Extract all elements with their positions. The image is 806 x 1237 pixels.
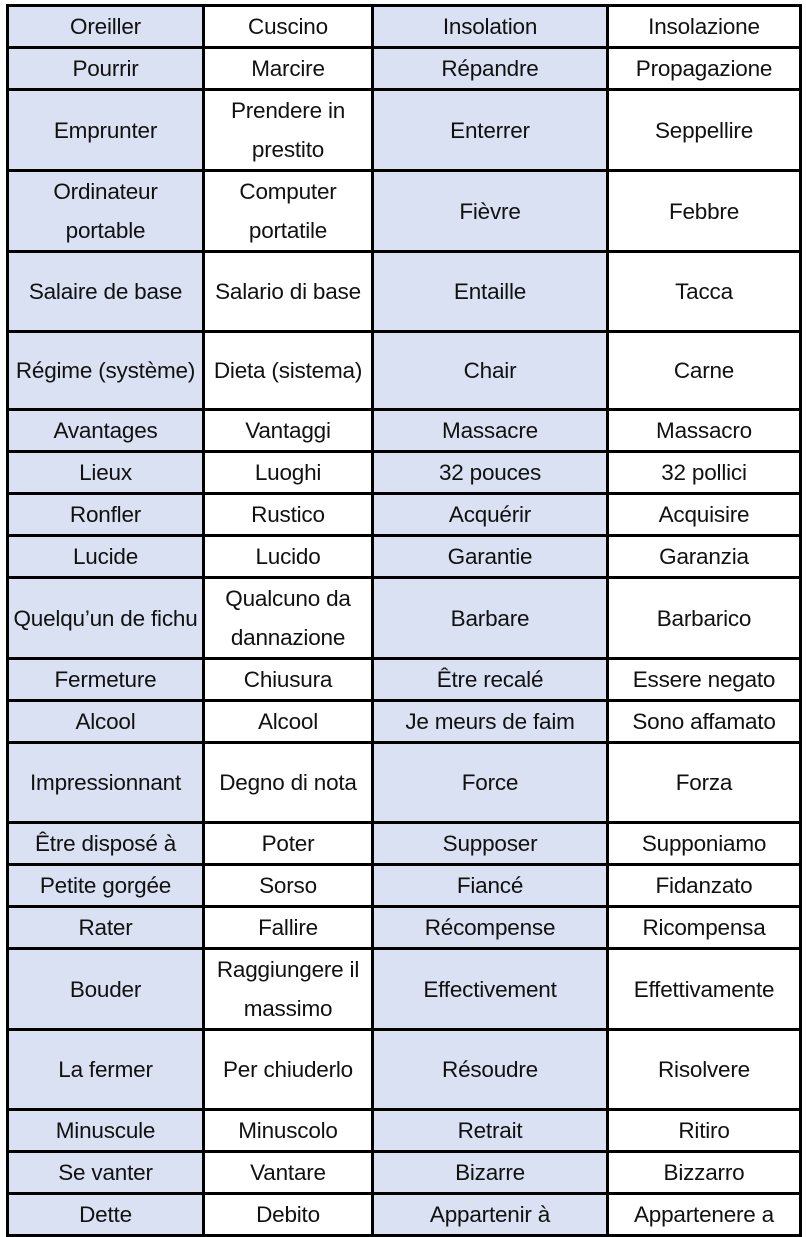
italian-translation-cell: Sono affamato xyxy=(608,701,801,743)
italian-translation-cell: Poter xyxy=(204,823,373,865)
french-word-cell: Avantages xyxy=(8,410,204,452)
table-row xyxy=(8,332,801,410)
italian-translation-cell: 32 pollici xyxy=(608,452,801,494)
table-row xyxy=(8,536,801,578)
italian-translation-cell: Garanzia xyxy=(608,536,801,578)
french-word-cell: Appartenir à xyxy=(373,1194,608,1236)
french-word-cell: Chair xyxy=(373,332,608,410)
french-word-cell: Retrait xyxy=(373,1110,608,1152)
italian-translation-cell: Computer portatile xyxy=(204,171,373,252)
italian-translation-cell: Fidanzato xyxy=(608,865,801,907)
italian-translation-cell: Insolazione xyxy=(608,6,801,48)
italian-translation-cell: Supponiamo xyxy=(608,823,801,865)
table-row xyxy=(8,578,801,659)
italian-translation-cell: Sorso xyxy=(204,865,373,907)
french-word-cell: Récompense xyxy=(373,907,608,949)
french-word-cell: La fermer xyxy=(8,1030,204,1110)
table-row xyxy=(8,659,801,701)
italian-translation-cell: Vantare xyxy=(204,1152,373,1194)
french-word-cell: Impressionnant xyxy=(8,743,204,823)
table-row xyxy=(8,1152,801,1194)
french-word-cell: Dette xyxy=(8,1194,204,1236)
french-word-cell: Lieux xyxy=(8,452,204,494)
french-word-cell: Je meurs de faim xyxy=(373,701,608,743)
italian-translation-cell: Essere negato xyxy=(608,659,801,701)
italian-translation-cell: Debito xyxy=(204,1194,373,1236)
italian-translation-cell: Barbarico xyxy=(608,578,801,659)
french-word-cell: Massacre xyxy=(373,410,608,452)
table-row xyxy=(8,1030,801,1110)
italian-translation-cell: Massacro xyxy=(608,410,801,452)
french-word-cell: 32 pouces xyxy=(373,452,608,494)
italian-translation-cell: Cuscino xyxy=(204,6,373,48)
french-word-cell: Bizarre xyxy=(373,1152,608,1194)
french-word-cell: Fièvre xyxy=(373,171,608,252)
table-row xyxy=(8,865,801,907)
french-word-cell: Petite gorgée xyxy=(8,865,204,907)
italian-translation-cell: Effettivamente xyxy=(608,949,801,1030)
table-row xyxy=(8,410,801,452)
french-word-cell: Barbare xyxy=(373,578,608,659)
italian-translation-cell: Tacca xyxy=(608,252,801,332)
italian-translation-cell: Risolvere xyxy=(608,1030,801,1110)
french-word-cell: Entaille xyxy=(373,252,608,332)
french-word-cell: Alcool xyxy=(8,701,204,743)
italian-translation-cell: Chiusura xyxy=(204,659,373,701)
italian-translation-cell: Bizzarro xyxy=(608,1152,801,1194)
italian-translation-cell: Febbre xyxy=(608,171,801,252)
italian-translation-cell: Ricompensa xyxy=(608,907,801,949)
french-word-cell: Ronfler xyxy=(8,494,204,536)
italian-translation-cell: Forza xyxy=(608,743,801,823)
french-word-cell: Se vanter xyxy=(8,1152,204,1194)
french-word-cell: Insolation xyxy=(373,6,608,48)
french-word-cell: Fiancé xyxy=(373,865,608,907)
italian-translation-cell: Fallire xyxy=(204,907,373,949)
vocabulary-table-body xyxy=(8,6,801,1236)
italian-translation-cell: Degno di nota xyxy=(204,743,373,823)
french-word-cell: Ordinateur portable xyxy=(8,171,204,252)
italian-translation-cell: Seppellire xyxy=(608,90,801,171)
italian-translation-cell: Rustico xyxy=(204,494,373,536)
table-row xyxy=(8,90,801,171)
italian-translation-cell: Vantaggi xyxy=(204,410,373,452)
italian-translation-cell: Per chiuderlo xyxy=(204,1030,373,1110)
italian-translation-cell: Prendere in prestito xyxy=(204,90,373,171)
french-word-cell: Régime (système) xyxy=(8,332,204,410)
french-word-cell: Bouder xyxy=(8,949,204,1030)
french-word-cell: Quelqu’un de fichu xyxy=(8,578,204,659)
table-row xyxy=(8,743,801,823)
italian-translation-cell: Acquisire xyxy=(608,494,801,536)
table-row xyxy=(8,6,801,48)
table-row xyxy=(8,48,801,90)
french-word-cell: Force xyxy=(373,743,608,823)
italian-translation-cell: Carne xyxy=(608,332,801,410)
italian-translation-cell: Minuscolo xyxy=(204,1110,373,1152)
italian-translation-cell: Appartenere a xyxy=(608,1194,801,1236)
french-word-cell: Pourrir xyxy=(8,48,204,90)
italian-translation-cell: Dieta (sistema) xyxy=(204,332,373,410)
french-word-cell: Acquérir xyxy=(373,494,608,536)
french-word-cell: Répandre xyxy=(373,48,608,90)
table-row xyxy=(8,494,801,536)
table-row xyxy=(8,252,801,332)
french-word-cell: Minuscule xyxy=(8,1110,204,1152)
table-row xyxy=(8,949,801,1030)
table-row xyxy=(8,823,801,865)
french-word-cell: Lucide xyxy=(8,536,204,578)
italian-translation-cell: Marcire xyxy=(204,48,373,90)
french-word-cell: Garantie xyxy=(373,536,608,578)
table-row xyxy=(8,1110,801,1152)
french-word-cell: Emprunter xyxy=(8,90,204,171)
french-word-cell: Être recalé xyxy=(373,659,608,701)
french-word-cell: Être disposé à xyxy=(8,823,204,865)
italian-translation-cell: Propagazione xyxy=(608,48,801,90)
italian-translation-cell: Salario di base xyxy=(204,252,373,332)
italian-translation-cell: Raggiungere il massimo xyxy=(204,949,373,1030)
italian-translation-cell: Alcool xyxy=(204,701,373,743)
table-row xyxy=(8,452,801,494)
french-word-cell: Effectivement xyxy=(373,949,608,1030)
italian-translation-cell: Luoghi xyxy=(204,452,373,494)
vocabulary-table xyxy=(6,4,802,1237)
french-word-cell: Fermeture xyxy=(8,659,204,701)
table-row xyxy=(8,171,801,252)
table-row xyxy=(8,701,801,743)
french-word-cell: Résoudre xyxy=(373,1030,608,1110)
french-word-cell: Supposer xyxy=(373,823,608,865)
french-word-cell: Oreiller xyxy=(8,6,204,48)
table-row xyxy=(8,1194,801,1236)
italian-translation-cell: Qualcuno da dannazione xyxy=(204,578,373,659)
table-row xyxy=(8,907,801,949)
french-word-cell: Salaire de base xyxy=(8,252,204,332)
italian-translation-cell: Lucido xyxy=(204,536,373,578)
french-word-cell: Enterrer xyxy=(373,90,608,171)
french-word-cell: Rater xyxy=(8,907,204,949)
italian-translation-cell: Ritiro xyxy=(608,1110,801,1152)
